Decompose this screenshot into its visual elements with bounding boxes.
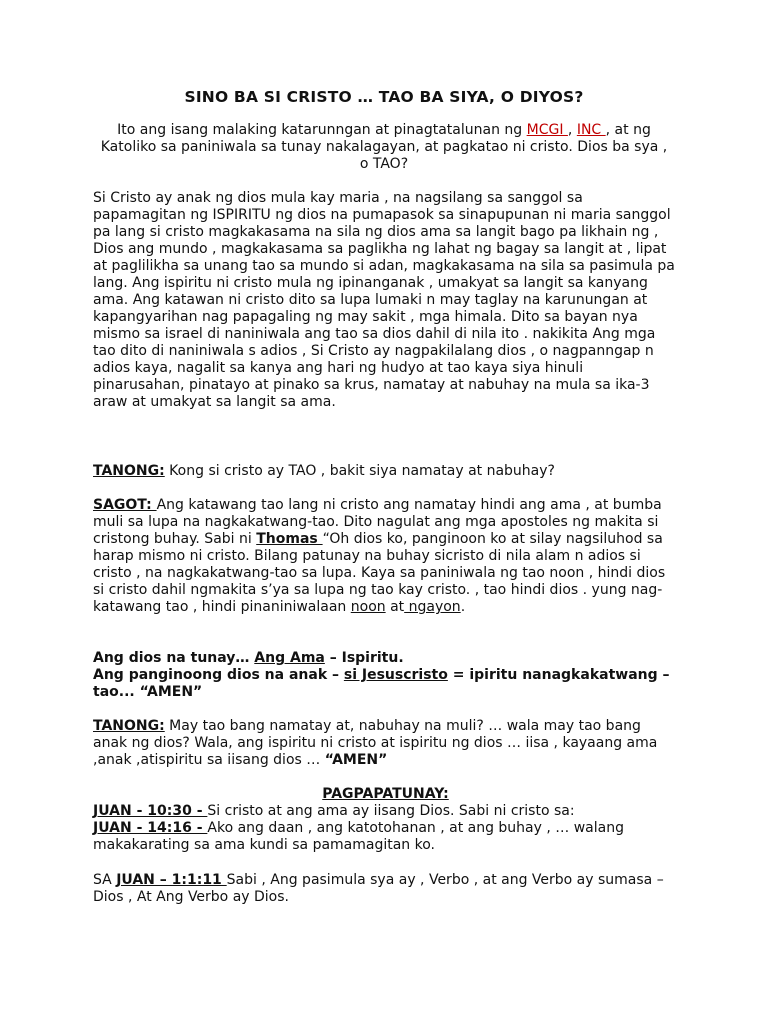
jesuscristo-text: si Jesuscristo [343,667,448,683]
statement-line-1 [93,650,678,667]
question-1-label: TANONG: [93,463,165,479]
verse-2-text: Ako ang daan , ang katotohanan , at ang buhay , … walang makakarating sa ama kundi sa pamamagitan ko. [93,820,624,853]
proof-section [93,786,678,854]
verse-3-reference: JUAN – 1:1:11 [116,872,227,888]
mcgi-link[interactable]: MCGI [526,122,568,138]
answer-1-label: SAGOT: [93,497,157,513]
verse-1-reference: JUAN - 10:30 - [93,803,208,819]
statement-line-2 [93,667,678,701]
answer-1-text-2: “Oh dios ko, panginoon ko at silay nagsiluhod sa harap mismo ni cristo. Bilang patunay na buhay sicristo di nila alam n adios si cristo , na nagkakatwang-tao sa lupa. Kaya sa paniniwala ng tao noon , hindi dios si cristo dahil ngmakita s’ya sa lupa ng tao kay cristo. , tao hindi dios . yung nag-katawang tao , hindi pinaniniwalaan [93,531,666,615]
statement-1a: Ang dios na tunay… [93,650,255,666]
statement-2c: = ipiritu nanagkakatwang – tao... “AMEN” [93,667,670,700]
verse-3-text: Sabi , Ang pasimula sya ay , Verbo , at ang Verbo ay sumasa – Dios , At Ang Verbo ay Dios. [93,872,664,905]
noon-word: noon [350,599,386,615]
question-1-text: Kong si cristo ay TAO , bakit siya namatay at nabuhay? [164,463,555,479]
amen-text: “AMEN” [324,752,388,768]
body-paragraph: Si Cristo ay anak ng dios mula kay maria , na nagsilang sa sanggol sa papamagitan ng ISPIRITU ng dios na pumapasok sa sinapupunan ni maria sanggol pa lang si cristo magkakasama na sila ng dios ama sa langit bago pa likhain ng , Dios ang mundo , magkakasama sa paglikha ng lahat ng bagay sa langit at , lipat at paglilikha sa unang tao sa mundo si adan, magkakasama na sila sa pasimula pa lang. Ang ispiritu ni cristo mula ng ipinanganak , umakyat sa langit sa kanyang ama. Ang katawan ni cristo dito sa lupa lumaki n may taglay na karunungan at kapangyarihan nag papagaling ng may sakit , mga himala. Dito sa bayan nya mismo sa israel di naniniwala ang tao sa dios dahil di nila ito . nakikita Ang mga tao dito di naniniwala s adios , Si Cristo ay nagpakilalang dios , o nagpanngap n adios kaya, nagalit sa kanya ang hari ng hudyo at tao kaya siya hinuli pinarusahan, pinatayo at pinako sa krus, namatay at nabuhay na mula sa ika-3 araw at umakyat sa langit sa ama. [93,190,675,410]
proof-heading: PAGPAPATUNAY: [322,786,449,802]
document-title: SINO BA SI CRISTO … TAO BA SIYA, O DIYOS? [184,88,584,106]
answer-1-text-1: Ang katawang tao lang ni cristo ang namatay hindi ang ama , at bumba muli sa lupa na nagkakatwang-tao. Dito nagulat ang mga apostoles ng makita si cristong buhay. Sabi ni [93,497,662,547]
question-2-label: TANONG: [93,718,165,734]
intro-text-pre: Ito ang isang malaking katarunngan at pinagtatalunan ng [117,122,527,138]
verse-juan-14-16 [93,820,678,854]
answer-1 [93,497,678,616]
statement-2a: Ang panginoong dios na anak – [93,667,344,683]
verse-juan-1-1 [93,872,678,906]
intro-separator: , [567,122,577,138]
inc-link[interactable]: INC [576,122,606,138]
intro-paragraph [95,122,673,173]
answer-1-end: . [460,599,466,615]
ang-ama-text: Ang Ama [254,650,325,666]
ngayon-word: ngayon [404,599,461,615]
thomas-name: Thomas [256,531,323,547]
intro-text-post: , at ng Katoliko sa paniniwala sa tunay nakalagayan, at pagkatao ni cristo. Dios ba sya , o TAO? [100,122,668,172]
statement-1c: – Ispiritu. [324,650,404,666]
verse-juan-10-30 [93,803,678,820]
question-1 [93,463,678,480]
verse-3-prefix: SA [93,872,117,888]
verse-1-text: Si cristo at ang ama ay iisang Dios. Sabi ni cristo sa: [207,803,575,819]
verse-2-reference: JUAN - 14:16 - [93,820,208,836]
statement-block [93,650,678,701]
at-word: at [385,599,405,615]
question-2-text: May tao bang namatay at, nabuhay na muli? … wala may tao bang anak ng dios? Wala, ang ispiritu ni cristo at ispiritu ng dios … iisa , kayaang ama ,anak ,atispiritu sa iisang dios … [93,718,658,768]
question-2 [93,718,678,769]
